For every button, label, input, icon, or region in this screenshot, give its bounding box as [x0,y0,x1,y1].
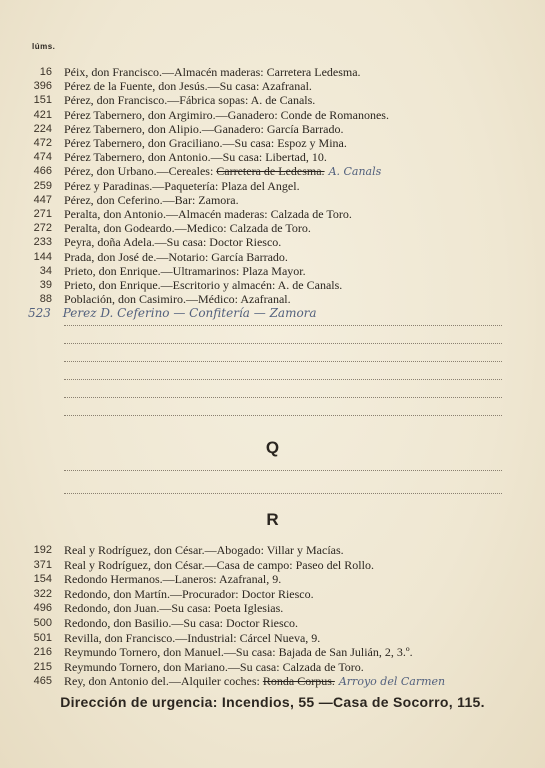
entry-text: Rey, don Antonio del.—Alquiler coches: [64,674,263,689]
directory-entry [0,660,545,674]
blank-line [64,493,502,494]
entry-text: Pérez y Paradinas.—Paquetería: Plaza del Angel. [64,178,300,193]
directory-entry [0,601,545,615]
entry-number: 447 [33,193,52,206]
entry-text: Peyra, doña Adela.—Su casa: Doctor Riesco. [64,235,282,250]
entry-number: 396 [33,80,52,93]
blank-line [64,415,502,416]
blank-line [64,470,502,471]
entry-text: Real y Rodríguez, don César.—Casa de campo: Paseo del Rollo. [64,557,374,572]
entry-text: Redondo, don Martín.—Procurador: Doctor Riesco. [64,586,314,601]
directory-entry [0,645,545,659]
handwritten-entry-text: Perez D. Ceferino — Confitería — Zamora [62,306,317,320]
entry-number: 151 [33,94,52,107]
column-header-label: lúms. [32,42,56,51]
directory-entry [0,616,545,630]
entry-text: Redondo, don Basilio.—Su casa: Doctor Riesco. [64,616,298,630]
directory-entry [0,207,545,221]
entry-number: 496 [33,602,52,615]
entry-text: Reymundo Tornero, don Manuel.—Su casa: Bajada de San Julián, 2, 3.º. [64,645,413,660]
entry-text-group [64,587,314,601]
directory-entry [0,136,545,150]
directory-entry [0,264,545,278]
entry-text-group [64,79,312,93]
entry-number: 474 [33,151,52,164]
entry-text: Real y Rodríguez, don César.—Abogado: Villar y Macías. [64,543,344,557]
entry-number: 322 [33,587,52,600]
directory-entry [0,79,545,93]
directory-entry [0,179,545,193]
entry-text: Pérez, don Francisco.—Fábrica sopas: A. de Canals. [64,93,316,108]
entry-number: 215 [33,660,52,673]
entry-number: 472 [33,137,52,149]
blank-line [64,397,502,398]
directory-entry [0,150,545,164]
entry-text-group [64,150,327,164]
entry-text: Revilla, don Francisco.—Industrial: Cárcel Nueva, 9. [64,630,321,645]
entry-number: 465 [33,675,52,688]
entry-text-group [64,65,361,79]
entry-text-group [64,235,281,249]
directory-entry [0,164,545,178]
entry-text-group [64,264,306,278]
blank-line [64,343,502,344]
struck-address: Ronda Corpus. [262,674,335,689]
entry-text: Pérez de la Fuente, don Jesús.—Su casa: Azafranal. [64,79,312,94]
entry-number: 224 [33,122,52,135]
directory-entry [0,122,545,136]
entry-text-group [64,122,344,136]
entry-text: Peralta, don Antonio.—Almacén maderas: Calzada de Toro. [64,207,352,221]
directory-entry [0,674,545,688]
entry-text-group [64,250,288,264]
entry-text: Péix, don Francisco.—Almacén maderas: Carretera Ledesma. [64,65,361,79]
entry-text-group [64,292,291,306]
entry-text-group [64,660,364,674]
directory-entry [0,543,545,557]
entry-text: Prada, don José de.—Notario: García Barrado. [64,249,288,264]
entry-text-group [64,278,342,292]
directory-entry [0,587,545,601]
entry-text-group [64,179,300,193]
entry-number: 259 [33,179,52,192]
entry-text: Pérez Tabernero, don Antonio.—Su casa: Libertad, 10. [64,150,327,165]
entry-text: Prieto, don Enrique.—Escritorio y almacén: A. de Canals. [64,278,343,292]
entry-number: 233 [33,236,52,249]
directory-entry [0,250,545,264]
entry-text: Redondo Hermanos.—Laneros: Azafranal, 9. [64,572,282,587]
directory-entry [0,292,545,306]
entry-text-group [64,572,281,586]
blank-line [64,325,502,326]
entry-number: 271 [33,208,52,220]
entry-text: Prieto, don Enrique.—Ultramarinos: Plaza Mayor. [64,263,306,278]
entry-number: 192 [33,544,52,556]
entry-number: 16 [39,66,52,78]
directory-entry [0,193,545,207]
entry-text-group [64,108,389,122]
entry-text-group [64,164,381,179]
entry-number: 39 [39,279,52,291]
entry-number: 501 [33,631,52,644]
directory-entry [0,108,545,122]
entry-number: 154 [33,573,52,586]
directory-entry [0,235,545,249]
entry-number: 421 [33,108,52,121]
blank-line [64,361,502,362]
handwritten-entry [28,306,508,326]
entry-number: 466 [33,165,52,178]
handwritten-correction: Arroyo del Carmen [338,675,446,689]
entry-text: Pérez Tabernero, don Graciliano.—Su casa: Espoz y Mina. [64,136,347,150]
entry-text: Población, don Casimiro.—Médico: Azafranal. [64,292,291,307]
entry-text: Pérez Tabernero, don Alipio.—Ganadero: García Barrado. [64,121,344,136]
directory-entry [0,558,545,572]
handwritten-entry-number: 523 [28,306,51,320]
entry-text: Pérez Tabernero, don Argimiro.—Ganadero: Conde de Romanones. [64,107,389,122]
entry-text-group [64,674,445,689]
entry-text-group [64,645,413,659]
entry-text: Reymundo Tornero, don Mariano.—Su casa: Calzada de Toro. [64,659,364,674]
entry-number: 34 [39,264,52,277]
entry-number: 371 [33,558,52,571]
section-letter-q: Q [265,438,280,457]
entry-number: 216 [33,646,52,659]
directory-entry [0,631,545,645]
directory-entry [0,278,545,292]
entry-number: 144 [33,250,52,263]
entry-text-group [64,616,298,630]
directory-entry [0,65,545,79]
entry-number: 88 [39,293,52,306]
entry-number: 500 [33,617,52,629]
struck-address: Carretera de Ledesma. [216,164,325,179]
entry-text-group [64,93,315,107]
entry-text: Pérez, don Urbano.—Cereales: [64,164,217,179]
handwritten-correction: A. Canals [328,165,382,179]
directory-entry [0,221,545,235]
entry-text-group [64,136,347,150]
entry-number: 272 [33,222,52,235]
entry-text-group [64,207,352,221]
entry-text-group [64,221,311,235]
entry-text-group [64,631,320,645]
entry-text: Peralta, don Godeardo.—Medico: Calzada de Toro. [64,221,311,236]
entry-text-group [64,193,239,207]
directory-entry [0,572,545,586]
blank-line [64,379,502,380]
entry-text-group [64,601,283,615]
directory-entry [0,93,545,107]
entry-text: Redondo, don Juan.—Su casa: Poeta Iglesias. [64,601,284,616]
emergency-footer: Dirección de urgencia: Incendios, 55 —Casa de Socorro, 115. [60,694,485,710]
section-letter-r: R [266,510,279,529]
entry-text-group [64,543,344,557]
entry-text: Pérez, don Ceferino.—Bar: Zamora. [64,192,239,207]
entry-text-group [64,558,374,572]
